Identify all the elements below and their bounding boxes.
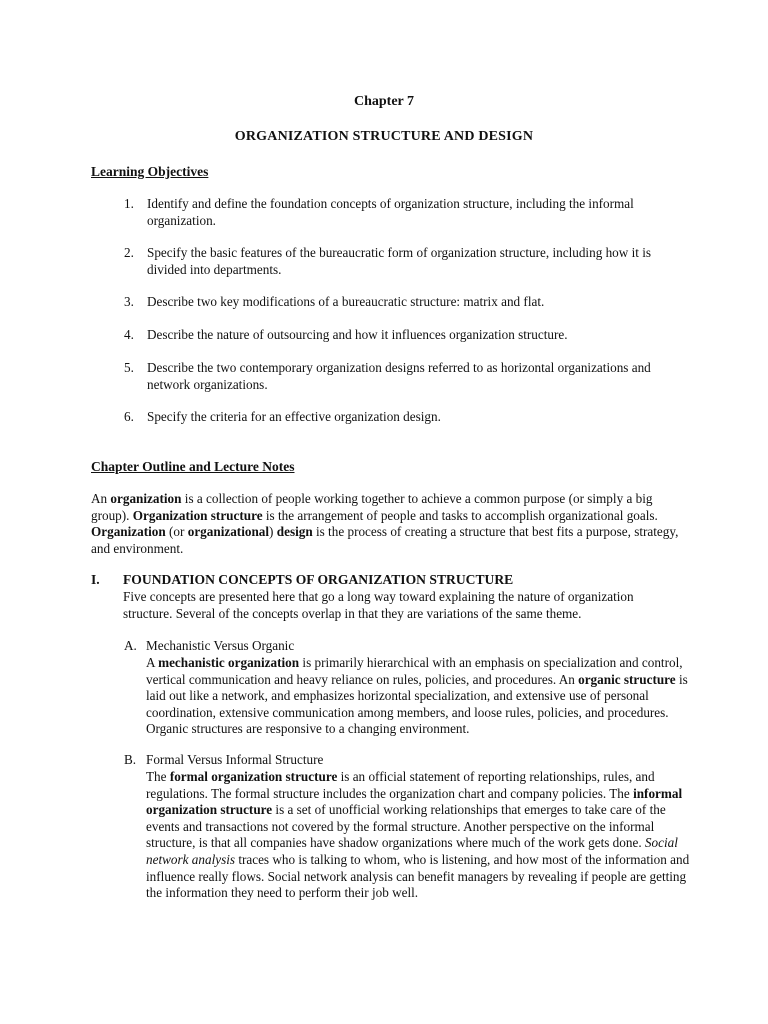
intro-term: Organization [91,524,166,540]
page-title: ORGANIZATION STRUCTURE AND DESIGN [234,129,534,144]
section-body: Five concepts are presented here that go a long way toward explaining the nature of organization structure. Several of the concepts overlap in that they are variations of the same theme. [123,589,634,621]
objective-text: Identify and define the foundation concepts of organization structure, including the informal organization. [147,196,634,228]
subsection-letter: A. [124,638,137,653]
objective-number: 4. [124,327,134,342]
learning-objectives-heading: Learning Objectives [91,164,209,179]
intro-text: is the arrangement of people and tasks to accomplish organizational goals. [262,507,658,523]
body-term: formal organization structure [169,769,338,784]
intro-term: design [276,524,313,540]
body-text: is primarily hierarchical with an emphasis on specialization and control, vertical communication and heavy reliance on rules, policies, and procedures. An [146,655,683,687]
body-text: The [146,769,170,784]
body-text: is a set of unofficial working relationships that emerges to take care of the events and transactions not covered by the formal structure. Another perspective on the informal structure, is that all companies have shadow organizations where much of the work gets done. [146,802,666,851]
objective-item [124,327,684,344]
objective-item [124,409,684,426]
body-text: is an official statement of reporting relationships, rules, and regulations. The formal structure includes the organization chart and company policies. The [146,769,655,801]
body-term: informal organization structure [146,785,683,818]
subsection-letter: B. [124,752,137,767]
objective-number: 6. [124,409,134,424]
objective-text: Describe the two contemporary organization designs referred to as horizontal organizations and network organizations. [147,360,651,392]
chapter-label: Chapter 7 [353,94,415,109]
subsection-body [146,769,691,902]
objective-item [124,245,684,278]
intro-text: is a collection of people working together to achieve a common purpose (or simply a big group). [91,491,653,523]
intro-text: An [91,491,111,506]
objective-text: Specify the basic features of the bureaucratic form of organization structure, including how it is divided into departments. [147,245,652,277]
objective-text: Describe two key modifications of a bureaucratic structure: matrix and flat. [147,294,545,309]
intro-term: organization [110,491,182,506]
body-text: is laid out like a network, and emphasizes horizontal specialization, and extensive use of personal coordination, extensive communication among members, and loose rules, policies, and procedures. Organic structures are responsive to a changing environment. [146,671,688,737]
intro-term: organizational [187,524,270,540]
section-title: FOUNDATION CONCEPTS OF ORGANIZATION STRUCTURE [123,572,514,587]
body-term: organic structure [578,671,676,687]
objective-number: 5. [124,360,134,375]
intro-text: ) [269,524,277,540]
objective-text: Describe the nature of outsourcing and how it influences organization structure. [147,327,568,342]
chapter-outline-heading: Chapter Outline and Lecture Notes [91,459,295,474]
objective-text: Specify the criteria for an effective organization design. [147,409,441,424]
objective-item [124,196,684,229]
subsection-body [146,655,691,738]
subsection-title: Formal Versus Informal Structure [146,752,324,767]
objective-number: 2. [124,245,134,260]
intro-term: Organization structure [132,507,263,523]
subsection-title: Mechanistic Versus Organic [146,638,295,653]
objective-number: 3. [124,294,134,309]
section-number: I. [91,572,100,587]
body-emphasis: Social network analysis [146,835,678,867]
objective-number: 1. [124,196,134,211]
objective-item [124,360,684,393]
intro-text: (or [165,524,188,540]
intro-paragraph [91,491,681,557]
intro-text: is the process of creating a structure that best fits a purpose, strategy, and environment. [91,524,679,556]
body-text: traces who is talking to whom, who is listening, and how most of the information and influence really flows. Social network analysis can benefit managers by revealing if people are getting the information they need to perform their job well. [146,851,690,901]
body-term: mechanistic organization [158,655,300,670]
objective-item [124,294,684,311]
body-text: A [146,655,159,670]
